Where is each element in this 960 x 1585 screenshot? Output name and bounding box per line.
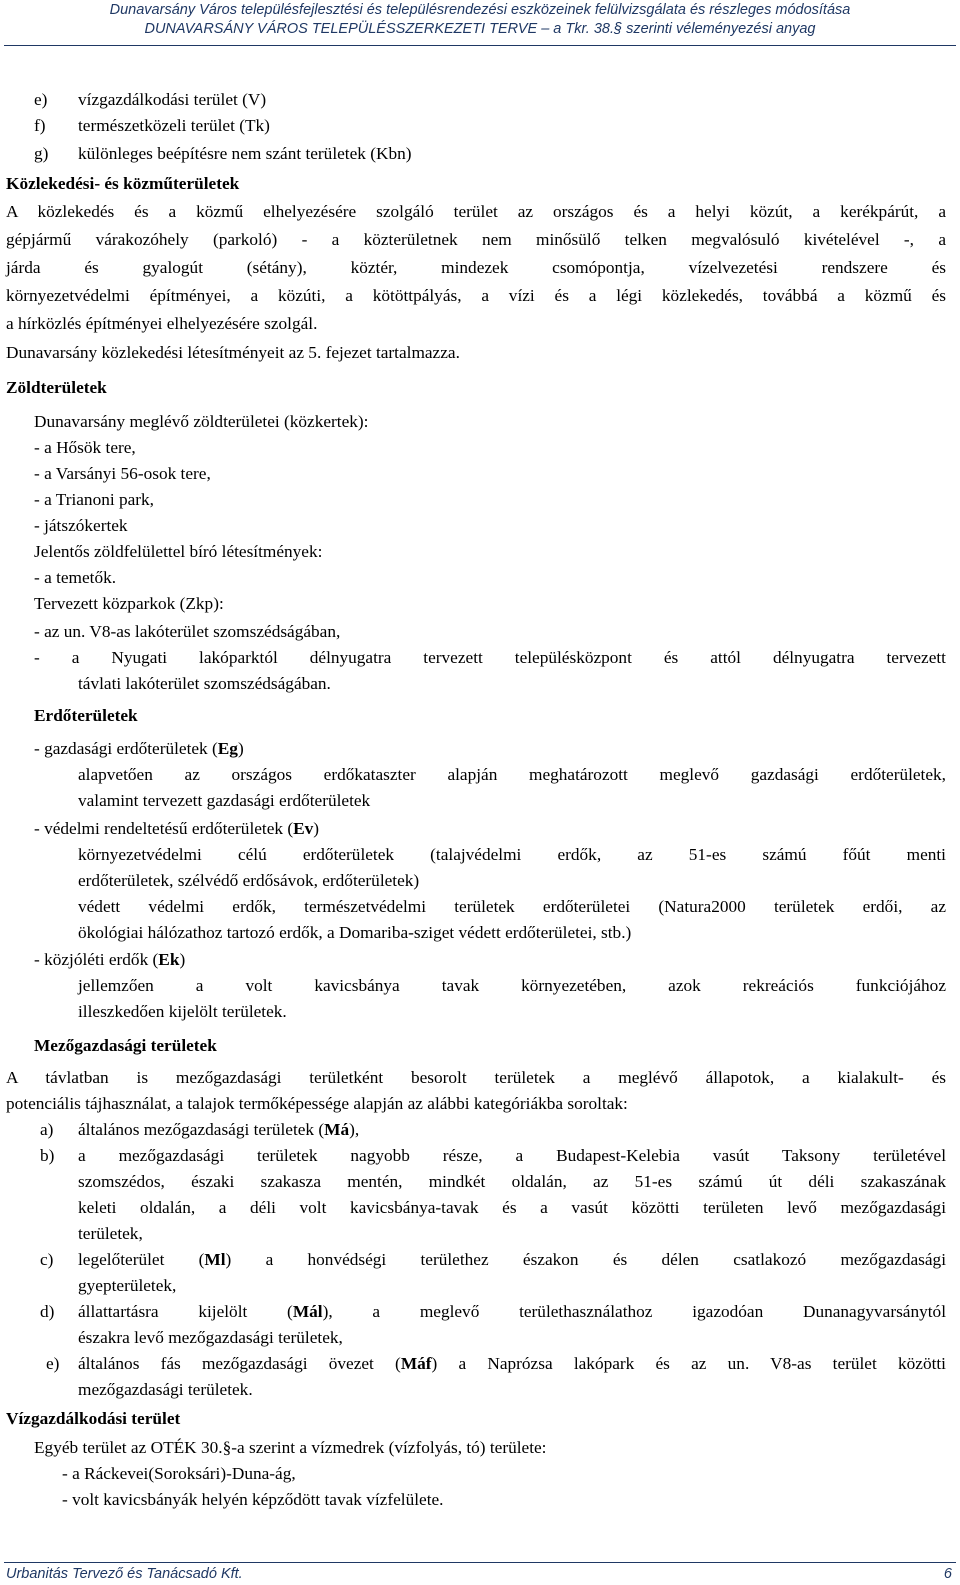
- page-number: 6: [943, 1566, 952, 1582]
- mezo-item-d: északra levő mezőgazdasági területek,: [78, 1328, 343, 1347]
- mezo-intro: potenciális tájhasználat, a talajok termőképessége alapján az alábbi kategóriákba soroltak:: [6, 1094, 628, 1113]
- mezo-item-a: általános mezőgazdasági területek (Má),: [78, 1120, 360, 1139]
- mezo-item-d: állattartásra kijelölt (Mál), a meglevő területhasználathoz igazodóan Dunanagyvarsánytól: [78, 1302, 946, 1321]
- zold-tervezett: Tervezett közparkok (Zkp):: [34, 594, 224, 613]
- mezo-label-c: c): [40, 1250, 54, 1269]
- mezo-code-mal: Mál: [292, 1302, 323, 1321]
- mezo-label-b: b): [40, 1146, 55, 1165]
- mezo-item-e: mezőgazdasági területek.: [78, 1380, 253, 1399]
- viz-intro: Egyéb terület az OTÉK 30.§-a szerint a vízmedrek (vízfolyás, tó) területe:: [34, 1438, 547, 1457]
- viz-item: - volt kavicsbányák helyén képződött tavak vízfelülete.: [62, 1490, 444, 1509]
- list-label-g: g): [34, 144, 49, 163]
- header-divider: [4, 45, 956, 46]
- viz-item: - a Ráckevei(Soroksári)-Duna-ág,: [62, 1464, 296, 1483]
- zold-item: - a Hősök tere,: [34, 438, 136, 457]
- list-label-f: f): [34, 116, 46, 135]
- zold-item: - a Trianoni park,: [34, 490, 154, 509]
- para-kozlekedes-line: járda és gyalogút (sétány), köztér, mindezek csomópontja, vízelvezetési rendszere és: [6, 258, 946, 277]
- mezo-item-b: a mezőgazdasági területek nagyobb része, a Budapest-Kelebia vasút Taksony területével: [78, 1146, 946, 1165]
- erdo-eg-code: Eg: [217, 739, 238, 758]
- mezo-item-b: keleti oldalán, a déli volt kavicsbánya-tavak és a vasút közötti területen levő mezőgazdasági: [78, 1198, 946, 1217]
- erdo-ek-desc: illeszkedően kijelölt területek.: [78, 1002, 287, 1021]
- list-item-tk: természetközeli terület (Tk): [78, 116, 270, 135]
- running-header-title: Dunavarsány Város településfejlesztési és településrendezési eszközeinek felülvizsgálata és részleges módosítása: [109, 2, 851, 18]
- erdo-eg-desc: alapvetően az országos erdőkataszter alapján meghatározott meglevő gazdasági erdőterületek,: [78, 765, 946, 784]
- mezo-item-e: általános fás mezőgazdasági övezet (Máf) a Naprózsa lakópark és az un. V8-as terület közötti: [78, 1354, 946, 1373]
- heading-erdo: Erdőterületek: [34, 706, 138, 725]
- erdo-ev-title: - védelmi rendeltetésű erdőterületek (Ev): [34, 819, 320, 838]
- erdo-ev-desc: erdőterületek, szélvédő erdősávok, erdőterületek): [78, 871, 420, 890]
- mezo-code-maf: Máf: [400, 1354, 432, 1373]
- heading-viz: Vízgazdálkodási terület: [6, 1409, 181, 1428]
- running-header-subtitle: DUNAVARSÁNY VÁROS TELEPÜLÉSSZERKEZETI TERVE – a Tkr. 38.§ szerinti véleményezési anyag: [144, 21, 816, 37]
- zold-item: - a Varsányi 56-osok tere,: [34, 464, 211, 483]
- mezo-code-ml: Ml: [204, 1250, 226, 1269]
- heading-kozlekedes: Közlekedési- és közműterületek: [6, 174, 240, 193]
- erdo-ek-desc: jellemzően a volt kavicsbánya tavak környezetében, azok rekreációs funkciójához: [78, 976, 946, 995]
- erdo-ev-desc: környezetvédelmi célú erdőterületek (talajvédelmi erdők, az 51-es számú főút menti: [78, 845, 946, 864]
- para-kozlekedes-line: A közlekedés és a közmű elhelyezésére szolgáló terület az országos és a helyi közút, a kerékpárút, a: [6, 202, 946, 221]
- mezo-label-d: d): [40, 1302, 55, 1321]
- mezo-label-a: a): [40, 1120, 54, 1139]
- mezo-code-ma: Má: [324, 1120, 350, 1139]
- erdo-ev-desc: védett védelmi erdők, természetvédelmi területek erdőterületei (Natura2000 területek erdői, az: [78, 897, 946, 916]
- heading-mezo: Mezőgazdasági területek: [34, 1036, 217, 1055]
- zold-item: - játszókertek: [34, 516, 128, 535]
- erdo-ek-title: - közjóléti erdők (Ek): [34, 950, 186, 969]
- mezo-item-b: területek,: [78, 1224, 143, 1243]
- list-item-kbn: különleges beépítésre nem szánt területek (Kbn): [78, 144, 412, 163]
- zold-zkp-2: - a Nyugati lakóparktól délnyugatra tervezett településközpont és attól délnyugatra tervezett: [34, 648, 946, 667]
- heading-zold: Zöldterületek: [6, 378, 107, 397]
- erdo-ev-desc: ökológiai hálózathoz tartozó erdők, a Domariba-sziget védett erdőterületei, stb.): [78, 923, 632, 942]
- zold-zkp-2-cont: távlati lakóterület szomszédságában.: [78, 674, 331, 693]
- mezo-intro: A távlatban is mezőgazdasági területként besorolt területek a meglévő állapotok, a kialakult- és: [6, 1068, 946, 1087]
- mezo-item-b: szomszédos, északi szakasza mentén, mindkét oldalán, az 51-es számú út déli szakaszának: [78, 1172, 946, 1191]
- footer-divider: [4, 1562, 956, 1563]
- para-kozlekedes-line: gépjármű várakozóhely (parkoló) - a közterületnek nem minősülő telken megvalósuló kivételével -, a: [6, 230, 946, 249]
- list-item-v: vízgazdálkodási terület (V): [78, 90, 267, 109]
- footer-company: Urbanitás Tervező és Tanácsadó Kft.: [6, 1566, 243, 1582]
- note-kozlekedes: Dunavarsány közlekedési létesítményeit az 5. fejezet tartalmazza.: [6, 343, 460, 362]
- erdo-eg-title: - gazdasági erdőterületek (Eg): [34, 739, 244, 758]
- erdo-ek-code: Ek: [158, 950, 180, 969]
- erdo-eg-desc: valamint tervezett gazdasági erdőterületek: [78, 791, 371, 810]
- para-kozlekedes-line: a hírközlés építményei elhelyezésére szolgál.: [6, 314, 318, 333]
- zold-zkp-1: - az un. V8-as lakóterület szomszédságában,: [34, 622, 341, 641]
- zold-jelentos: Jelentős zöldfelülettel bíró létesítmények:: [34, 542, 323, 561]
- mezo-label-e: e): [46, 1354, 60, 1373]
- zold-temetok: - a temetők.: [34, 568, 117, 587]
- mezo-item-c: gyepterületek,: [78, 1276, 177, 1295]
- zold-intro: Dunavarsány meglévő zöldterületei (közkertek):: [34, 412, 369, 431]
- erdo-ev-code: Ev: [293, 819, 314, 838]
- para-kozlekedes-line: környezetvédelmi építményei, a közúti, a kötöttpályás, a vízi és a légi közlekedés, továbbá a közmű és: [6, 286, 946, 305]
- list-label-e: e): [34, 90, 48, 109]
- mezo-item-c: legelőterület (Ml) a honvédségi területhez északon és délen csatlakozó mezőgazdasági: [78, 1250, 946, 1269]
